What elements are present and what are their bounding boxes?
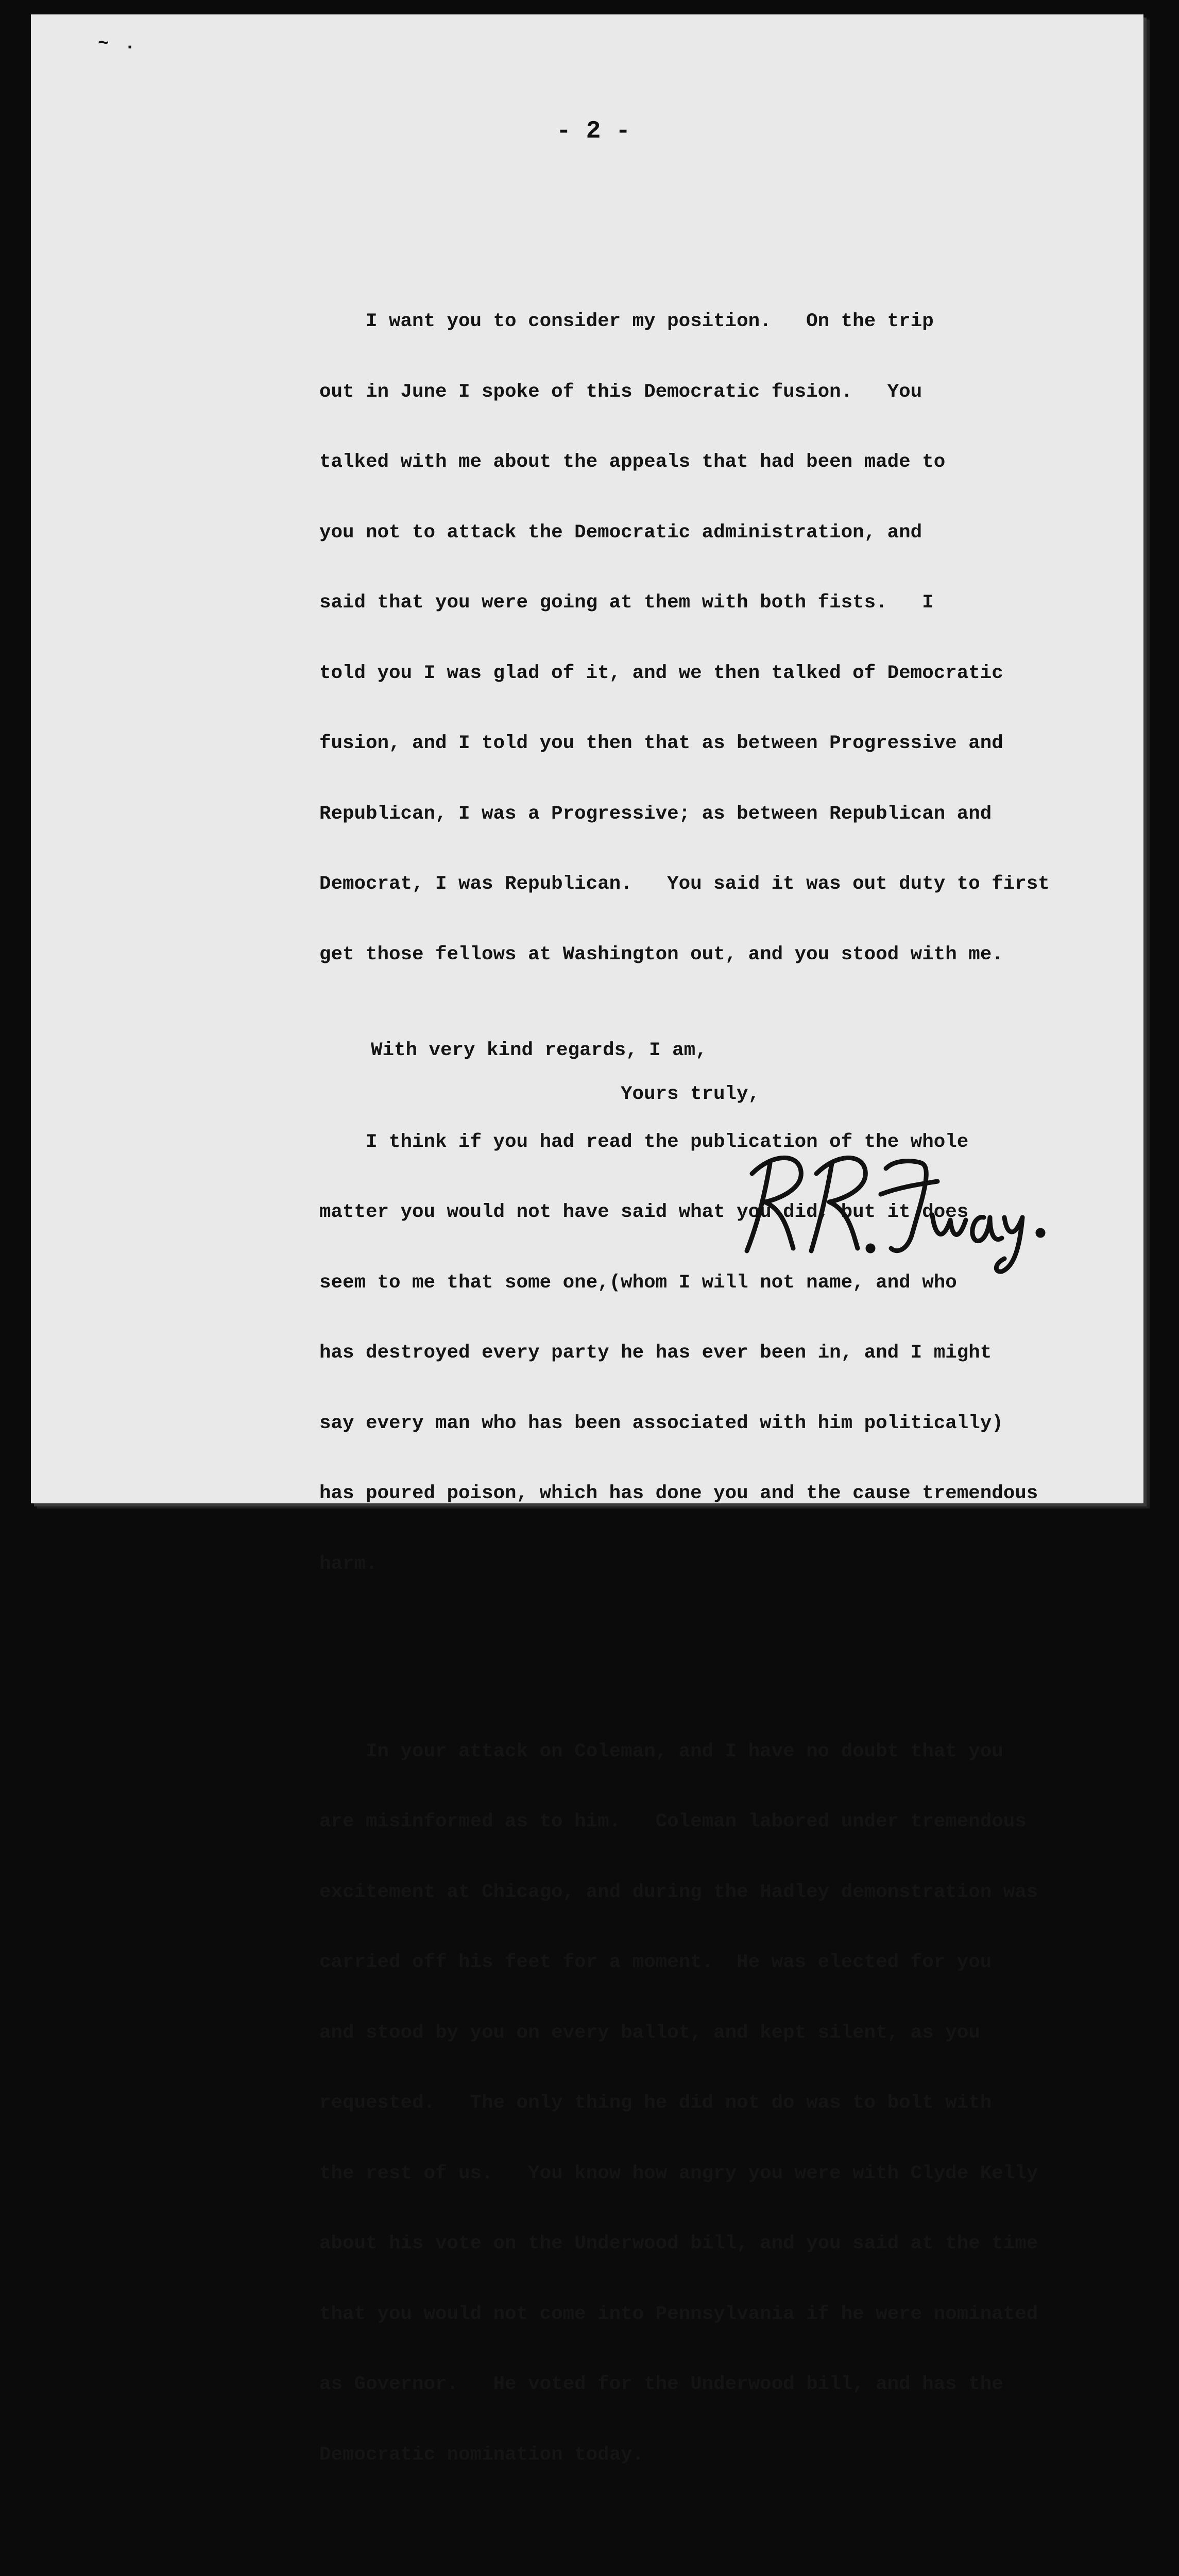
text-line: excitement at Chicago, and during the Hadley demonstration was xyxy=(319,1881,1038,1903)
text-line: that you would not come into Pennsylvania if he were nominated xyxy=(319,2303,1038,2325)
text-line: said that you were going at them with both fists. I xyxy=(319,592,934,614)
letter-body xyxy=(319,216,1051,2576)
text-line: Democratic nomination today. xyxy=(319,2444,644,2466)
text-line: about his vote on the Underwood bill, and you said at the time xyxy=(319,2233,1038,2255)
signoff: Yours truly, xyxy=(621,1083,760,1105)
text-line: seem to me that some one,(whom I will not name, and who xyxy=(319,1272,957,1294)
text-line: matter you would not have said what you did, but it does xyxy=(319,1201,969,1223)
text-line: I want you to consider my position. On the trip xyxy=(319,311,934,332)
text-line: has poured poison, which has done you and the cause tremendous xyxy=(319,1483,1038,1504)
text-line: you not to attack the Democratic administration, and xyxy=(319,521,922,544)
text-line: harm. xyxy=(319,1553,378,1575)
text-line: In your attack on Coleman, and I have no doubt that you xyxy=(319,1740,1003,1762)
text-line: Democrat, I was Republican. You said it was out duty to first xyxy=(319,873,1050,895)
text-line: Republican, I was a Progressive; as between Republican and xyxy=(319,803,992,825)
closing-line: With very kind regards, I am, xyxy=(371,1040,707,1061)
text-line: the rest of us. You know how angry you were with Clyde Kelly xyxy=(319,2162,1038,2184)
text-line: talked with me about the appeals that had been made to xyxy=(319,451,946,473)
paragraph-3 xyxy=(319,1693,1051,2514)
text-line: out in June I spoke of this Democratic fusion. You xyxy=(319,381,922,403)
text-line: get those fellows at Washington out, and you stood with me. xyxy=(319,943,1003,965)
paragraph-1 xyxy=(319,263,1051,1013)
text-line: are misinformed as to him. Coleman labored under tremendous xyxy=(319,1811,1027,1833)
text-line: has destroyed every party he has ever been in, and I might xyxy=(319,1342,992,1364)
text-line: carried off his feet for a moment. He was elected for you xyxy=(319,1952,992,1973)
handwritten-signature xyxy=(716,1132,1051,1277)
text-line: say every man who has been associated with him politically) xyxy=(319,1412,1003,1434)
letter-page xyxy=(31,14,1143,2466)
text-line: as Governor. He voted for the Underwood bill, and has the xyxy=(319,2374,1003,2395)
page-number: - 2 - xyxy=(556,117,631,145)
text-line: I think if you had read the publication of the whole xyxy=(319,1131,969,1153)
text-line: requested. The only thing he did not do was to bolt with xyxy=(319,2092,992,2114)
text-line: fusion, and I told you then that as between Progressive and xyxy=(319,733,1003,754)
text-line: told you I was glad of it, and we then talked of Democratic xyxy=(319,662,1003,684)
corner-mark: ~ . xyxy=(98,33,138,54)
text-line: and stood by you on every ballot, and kept silent, as you xyxy=(319,2022,980,2044)
